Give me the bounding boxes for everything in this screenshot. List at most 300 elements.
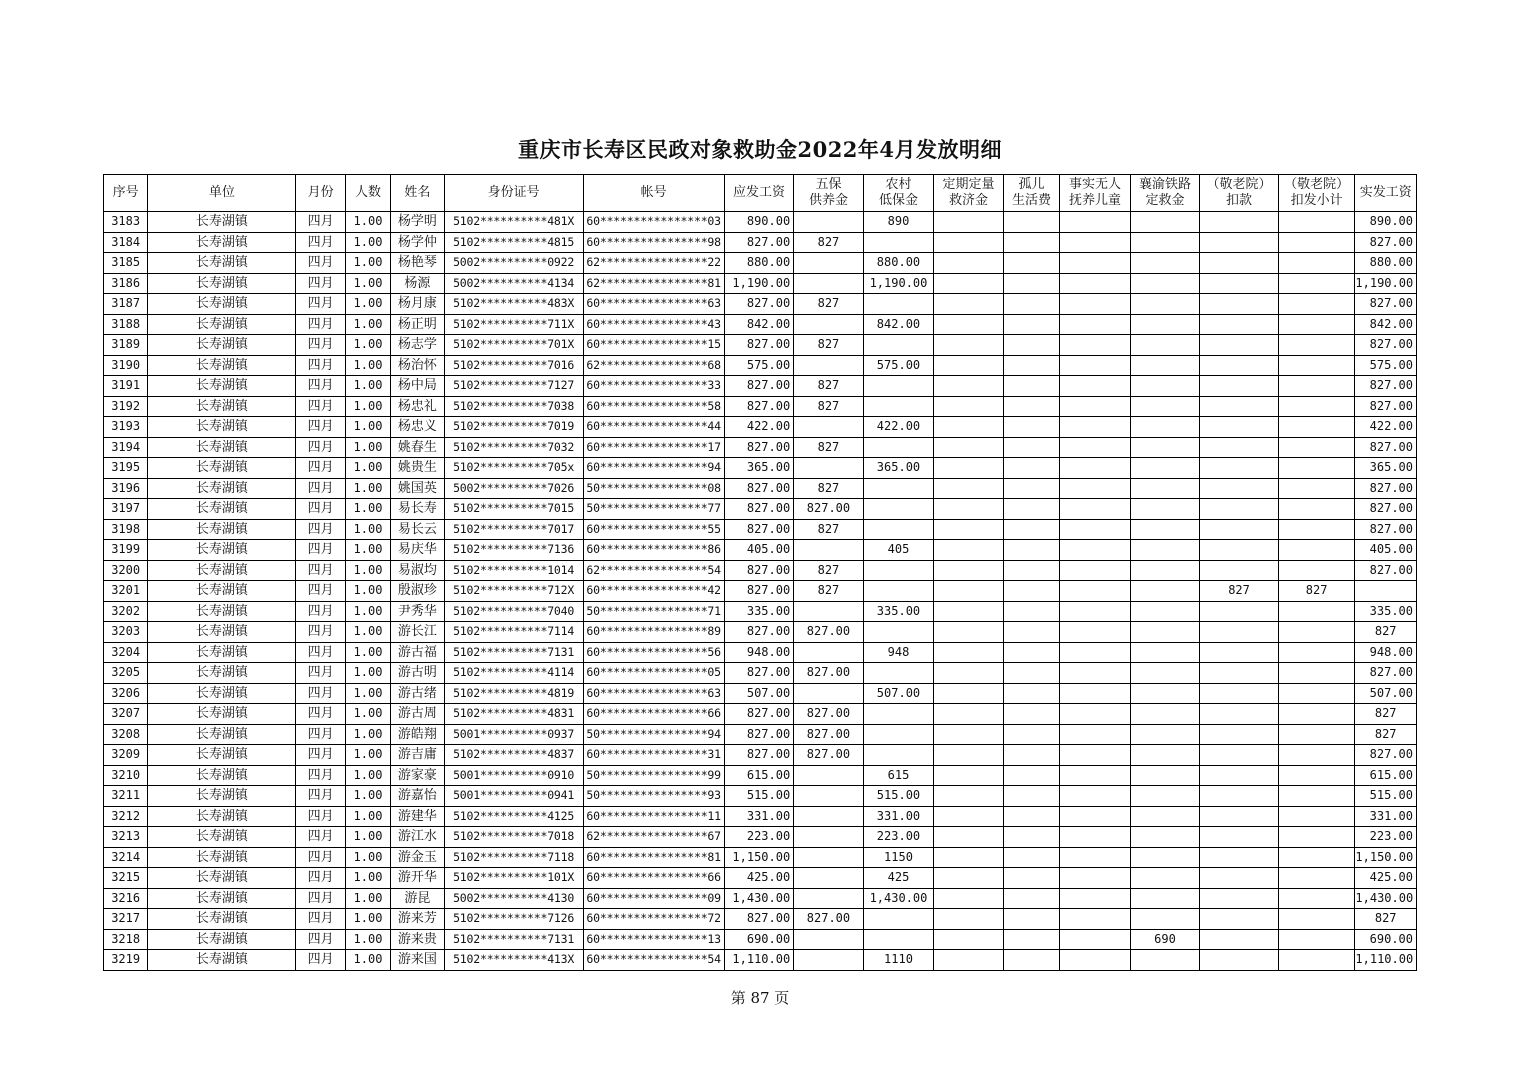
- table-row: [104, 704, 1417, 725]
- cell-col-railway: [1130, 724, 1200, 745]
- cell-col-id-number: 5102**********7136: [444, 540, 583, 561]
- cell-col-net-pay: 690.00: [1355, 929, 1417, 950]
- cell-col-wubao: [794, 683, 864, 704]
- cell-col-wubao: 827: [794, 396, 864, 417]
- cell-col-deduct-total: [1278, 642, 1355, 663]
- cell-col-dibao: 365.00: [863, 458, 934, 479]
- cell-col-deduct: [1200, 683, 1279, 704]
- cell-col-orphan: [1003, 786, 1059, 807]
- cell-col-orphan: [1003, 499, 1059, 520]
- cell-col-name: 易淑均: [391, 560, 444, 581]
- cell-col-railway: [1130, 888, 1200, 909]
- cell-col-orphan: [1003, 642, 1059, 663]
- cell-col-account: 60****************33: [583, 376, 724, 397]
- cell-col-id-number: 5102**********4125: [444, 806, 583, 827]
- cell-col-unit: 长寿湖镇: [148, 273, 296, 294]
- cell-col-name: 易庆华: [391, 540, 444, 561]
- cell-col-orphan: [1003, 253, 1059, 274]
- cell-col-name: 易长云: [391, 519, 444, 540]
- cell-col-count: 1.00: [345, 294, 390, 315]
- cell-col-orphan: [1003, 232, 1059, 253]
- cell-col-deduct: [1200, 376, 1279, 397]
- cell-col-id-number: 5001**********0941: [444, 786, 583, 807]
- cell-col-railway: [1130, 765, 1200, 786]
- cell-col-railway: [1130, 827, 1200, 848]
- cell-col-count: 1.00: [345, 683, 390, 704]
- cell-col-dibao: [863, 745, 934, 766]
- cell-col-deduct-total: [1278, 909, 1355, 930]
- cell-col-net-pay: 615.00: [1355, 765, 1417, 786]
- cell-col-deduct: [1200, 417, 1279, 438]
- cell-col-wubao: 827: [794, 437, 864, 458]
- cell-col-count: 1.00: [345, 581, 390, 602]
- cell-col-id-number: 5102**********1014: [444, 560, 583, 581]
- cell-col-relief: [934, 355, 1004, 376]
- cell-col-name: 姚春生: [391, 437, 444, 458]
- cell-col-count: 1.00: [345, 458, 390, 479]
- cell-col-wubao: [794, 273, 864, 294]
- cell-col-railway: [1130, 909, 1200, 930]
- cell-col-month: 四月: [296, 724, 345, 745]
- cell-col-month: 四月: [296, 560, 345, 581]
- cell-col-net-pay: 827.00: [1355, 560, 1417, 581]
- cell-col-month: 四月: [296, 376, 345, 397]
- cell-col-child: [1060, 212, 1131, 233]
- cell-col-dibao: 331.00: [863, 806, 934, 827]
- cell-col-railway: [1130, 601, 1200, 622]
- cell-col-net-pay: 425.00: [1355, 868, 1417, 889]
- table-row: [104, 642, 1417, 663]
- cell-col-index: 3189: [104, 335, 148, 356]
- cell-col-orphan: [1003, 519, 1059, 540]
- cell-col-payable: 422.00: [724, 417, 794, 438]
- cell-col-name: 游长江: [391, 622, 444, 643]
- cell-col-orphan: [1003, 847, 1059, 868]
- cell-col-count: 1.00: [345, 847, 390, 868]
- cell-col-count: 1.00: [345, 806, 390, 827]
- cell-col-month: 四月: [296, 765, 345, 786]
- cell-col-wubao: [794, 314, 864, 335]
- cell-col-deduct-total: [1278, 294, 1355, 315]
- cell-col-deduct: [1200, 704, 1279, 725]
- cell-col-net-pay: 405.00: [1355, 540, 1417, 561]
- cell-col-index: 3217: [104, 909, 148, 930]
- cell-col-id-number: 5102**********7032: [444, 437, 583, 458]
- cell-col-name: 游古福: [391, 642, 444, 663]
- cell-col-account: 60****************63: [583, 683, 724, 704]
- cell-col-count: 1.00: [345, 314, 390, 335]
- cell-col-month: 四月: [296, 847, 345, 868]
- cell-col-id-number: 5102**********7019: [444, 417, 583, 438]
- header-col-account: 帐号: [583, 175, 724, 212]
- cell-col-payable: 223.00: [724, 827, 794, 848]
- cell-col-month: 四月: [296, 663, 345, 684]
- cell-col-month: 四月: [296, 273, 345, 294]
- table-row: [104, 827, 1417, 848]
- cell-col-child: [1060, 396, 1131, 417]
- cell-col-deduct: [1200, 540, 1279, 561]
- cell-col-index: 3198: [104, 519, 148, 540]
- cell-col-wubao: [794, 355, 864, 376]
- cell-col-payable: 827.00: [724, 663, 794, 684]
- cell-col-railway: [1130, 335, 1200, 356]
- cell-col-id-number: 5102**********712X: [444, 581, 583, 602]
- cell-col-railway: [1130, 253, 1200, 274]
- cell-col-id-number: 5102**********7127: [444, 376, 583, 397]
- cell-col-unit: 长寿湖镇: [148, 581, 296, 602]
- cell-col-deduct: [1200, 950, 1279, 971]
- payment-table: [103, 174, 1417, 971]
- cell-col-relief: [934, 827, 1004, 848]
- cell-col-name: 游嘉怡: [391, 786, 444, 807]
- cell-col-net-pay: 827.00: [1355, 396, 1417, 417]
- cell-col-wubao: [794, 417, 864, 438]
- cell-col-payable: 335.00: [724, 601, 794, 622]
- cell-col-index: 3204: [104, 642, 148, 663]
- cell-col-unit: 长寿湖镇: [148, 888, 296, 909]
- cell-col-deduct: [1200, 560, 1279, 581]
- cell-col-child: [1060, 847, 1131, 868]
- cell-col-dibao: [863, 294, 934, 315]
- cell-col-dibao: [863, 929, 934, 950]
- table-row: [104, 355, 1417, 376]
- cell-col-name: 易长寿: [391, 499, 444, 520]
- cell-col-deduct-total: [1278, 745, 1355, 766]
- cell-col-id-number: 5102**********7015: [444, 499, 583, 520]
- cell-col-deduct-total: [1278, 212, 1355, 233]
- cell-col-index: 3183: [104, 212, 148, 233]
- cell-col-deduct: [1200, 437, 1279, 458]
- cell-col-net-pay: 827.00: [1355, 376, 1417, 397]
- cell-col-orphan: [1003, 581, 1059, 602]
- cell-col-child: [1060, 335, 1131, 356]
- cell-col-account: 62****************81: [583, 273, 724, 294]
- cell-col-deduct: [1200, 929, 1279, 950]
- table-row: [104, 909, 1417, 930]
- cell-col-unit: 长寿湖镇: [148, 950, 296, 971]
- cell-col-dibao: 575.00: [863, 355, 934, 376]
- cell-col-name: 游江水: [391, 827, 444, 848]
- cell-col-unit: 长寿湖镇: [148, 622, 296, 643]
- cell-col-child: [1060, 376, 1131, 397]
- cell-col-child: [1060, 765, 1131, 786]
- cell-col-railway: [1130, 376, 1200, 397]
- cell-col-railway: [1130, 847, 1200, 868]
- cell-col-count: 1.00: [345, 437, 390, 458]
- cell-col-id-number: 5102**********4819: [444, 683, 583, 704]
- cell-col-wubao: 827: [794, 519, 864, 540]
- cell-col-name: 游来国: [391, 950, 444, 971]
- cell-col-net-pay: 1,150.00: [1355, 847, 1417, 868]
- cell-col-child: [1060, 745, 1131, 766]
- cell-col-dibao: 1150: [863, 847, 934, 868]
- table-row: [104, 540, 1417, 561]
- cell-col-child: [1060, 581, 1131, 602]
- cell-col-relief: [934, 478, 1004, 499]
- cell-col-child: [1060, 294, 1131, 315]
- cell-col-count: 1.00: [345, 888, 390, 909]
- cell-col-index: 3194: [104, 437, 148, 458]
- cell-col-account: 60****************31: [583, 745, 724, 766]
- cell-col-index: 3202: [104, 601, 148, 622]
- cell-col-orphan: [1003, 909, 1059, 930]
- cell-col-wubao: 827.00: [794, 704, 864, 725]
- cell-col-index: 3213: [104, 827, 148, 848]
- cell-col-payable: 827.00: [724, 294, 794, 315]
- header-col-unit: 单位: [148, 175, 296, 212]
- cell-col-railway: [1130, 294, 1200, 315]
- cell-col-unit: 长寿湖镇: [148, 519, 296, 540]
- cell-col-wubao: [794, 950, 864, 971]
- cell-col-name: 杨艳琴: [391, 253, 444, 274]
- cell-col-deduct: [1200, 519, 1279, 540]
- cell-col-relief: [934, 929, 1004, 950]
- cell-col-deduct-total: [1278, 458, 1355, 479]
- cell-col-deduct: [1200, 765, 1279, 786]
- cell-col-wubao: [794, 765, 864, 786]
- header-col-deduct: （敬老院） 扣款: [1200, 175, 1279, 212]
- cell-col-id-number: 5102**********101X: [444, 868, 583, 889]
- cell-col-month: 四月: [296, 253, 345, 274]
- cell-col-month: 四月: [296, 396, 345, 417]
- cell-col-dibao: 335.00: [863, 601, 934, 622]
- cell-col-railway: [1130, 499, 1200, 520]
- cell-col-index: 3209: [104, 745, 148, 766]
- cell-col-net-pay: 827.00: [1355, 519, 1417, 540]
- cell-col-child: [1060, 540, 1131, 561]
- table-row: [104, 232, 1417, 253]
- cell-col-net-pay: 827.00: [1355, 499, 1417, 520]
- cell-col-index: 3185: [104, 253, 148, 274]
- cell-col-net-pay: 827: [1355, 724, 1417, 745]
- cell-col-account: 50****************77: [583, 499, 724, 520]
- cell-col-deduct: [1200, 314, 1279, 335]
- cell-col-orphan: [1003, 888, 1059, 909]
- cell-col-index: 3186: [104, 273, 148, 294]
- cell-col-id-number: 5002**********4130: [444, 888, 583, 909]
- cell-col-account: 60****************98: [583, 232, 724, 253]
- cell-col-relief: [934, 376, 1004, 397]
- cell-col-relief: [934, 499, 1004, 520]
- cell-col-net-pay: 331.00: [1355, 806, 1417, 827]
- cell-col-net-pay: 515.00: [1355, 786, 1417, 807]
- cell-col-index: 3201: [104, 581, 148, 602]
- cell-col-relief: [934, 232, 1004, 253]
- cell-col-railway: [1130, 519, 1200, 540]
- cell-col-orphan: [1003, 663, 1059, 684]
- cell-col-child: [1060, 950, 1131, 971]
- cell-col-account: 62****************22: [583, 253, 724, 274]
- cell-col-railway: [1130, 950, 1200, 971]
- cell-col-railway: [1130, 540, 1200, 561]
- cell-col-id-number: 5102**********7038: [444, 396, 583, 417]
- table-row: [104, 601, 1417, 622]
- header-col-child: 事实无人 抚养儿童: [1060, 175, 1131, 212]
- cell-col-dibao: [863, 909, 934, 930]
- cell-col-id-number: 5102**********7126: [444, 909, 583, 930]
- cell-col-unit: 长寿湖镇: [148, 253, 296, 274]
- cell-col-child: [1060, 868, 1131, 889]
- cell-col-id-number: 5102**********7118: [444, 847, 583, 868]
- table-row: [104, 765, 1417, 786]
- cell-col-index: 3190: [104, 355, 148, 376]
- cell-col-relief: [934, 417, 1004, 438]
- cell-col-deduct-total: [1278, 396, 1355, 417]
- table-row: [104, 376, 1417, 397]
- cell-col-orphan: [1003, 294, 1059, 315]
- cell-col-railway: [1130, 560, 1200, 581]
- cell-col-deduct-total: [1278, 683, 1355, 704]
- cell-col-orphan: [1003, 560, 1059, 581]
- cell-col-deduct: [1200, 909, 1279, 930]
- cell-col-name: 游皓翔: [391, 724, 444, 745]
- cell-col-wubao: 827.00: [794, 663, 864, 684]
- cell-col-net-pay: 827.00: [1355, 232, 1417, 253]
- cell-col-orphan: [1003, 376, 1059, 397]
- cell-col-count: 1.00: [345, 663, 390, 684]
- header-col-wubao: 五保 供养金: [794, 175, 864, 212]
- cell-col-wubao: 827: [794, 478, 864, 499]
- cell-col-net-pay: [1355, 581, 1417, 602]
- cell-col-index: 3212: [104, 806, 148, 827]
- cell-col-count: 1.00: [345, 478, 390, 499]
- cell-col-wubao: [794, 847, 864, 868]
- table-header-row: [104, 175, 1417, 212]
- cell-col-id-number: 5102**********705x: [444, 458, 583, 479]
- cell-col-deduct-total: [1278, 499, 1355, 520]
- cell-col-payable: 890.00: [724, 212, 794, 233]
- cell-col-railway: [1130, 642, 1200, 663]
- cell-col-child: [1060, 704, 1131, 725]
- cell-col-index: 3184: [104, 232, 148, 253]
- cell-col-deduct-total: [1278, 478, 1355, 499]
- header-col-name: 姓名: [391, 175, 444, 212]
- cell-col-month: 四月: [296, 745, 345, 766]
- cell-col-orphan: [1003, 335, 1059, 356]
- cell-col-railway: [1130, 663, 1200, 684]
- cell-col-net-pay: 827.00: [1355, 478, 1417, 499]
- table-row: [104, 663, 1417, 684]
- cell-col-relief: [934, 663, 1004, 684]
- cell-col-unit: 长寿湖镇: [148, 294, 296, 315]
- cell-col-wubao: [794, 806, 864, 827]
- cell-col-wubao: [794, 642, 864, 663]
- cell-col-relief: [934, 745, 1004, 766]
- cell-col-id-number: 5002**********4134: [444, 273, 583, 294]
- cell-col-dibao: [863, 663, 934, 684]
- cell-col-id-number: 5002**********7026: [444, 478, 583, 499]
- table-row: [104, 253, 1417, 274]
- cell-col-name: 尹秀华: [391, 601, 444, 622]
- cell-col-index: 3200: [104, 560, 148, 581]
- cell-col-unit: 长寿湖镇: [148, 765, 296, 786]
- cell-col-orphan: [1003, 622, 1059, 643]
- cell-col-relief: [934, 212, 1004, 233]
- cell-col-wubao: 827.00: [794, 745, 864, 766]
- table-row: [104, 724, 1417, 745]
- cell-col-deduct-total: [1278, 724, 1355, 745]
- cell-col-net-pay: 575.00: [1355, 355, 1417, 376]
- cell-col-dibao: 515.00: [863, 786, 934, 807]
- cell-col-count: 1.00: [345, 396, 390, 417]
- header-col-net-pay: 实发工资: [1355, 175, 1417, 212]
- cell-col-count: 1.00: [345, 929, 390, 950]
- cell-col-net-pay: 365.00: [1355, 458, 1417, 479]
- cell-col-relief: [934, 868, 1004, 889]
- cell-col-deduct-total: [1278, 601, 1355, 622]
- cell-col-month: 四月: [296, 601, 345, 622]
- table-row: [104, 335, 1417, 356]
- cell-col-name: 杨学仲: [391, 232, 444, 253]
- cell-col-deduct-total: [1278, 376, 1355, 397]
- cell-col-dibao: 880.00: [863, 253, 934, 274]
- cell-col-month: 四月: [296, 950, 345, 971]
- cell-col-count: 1.00: [345, 827, 390, 848]
- cell-col-payable: 425.00: [724, 868, 794, 889]
- cell-col-index: 3214: [104, 847, 148, 868]
- cell-col-id-number: 5102**********4815: [444, 232, 583, 253]
- cell-col-net-pay: 422.00: [1355, 417, 1417, 438]
- cell-col-child: [1060, 806, 1131, 827]
- cell-col-index: 3206: [104, 683, 148, 704]
- cell-col-relief: [934, 704, 1004, 725]
- cell-col-dibao: 842.00: [863, 314, 934, 335]
- cell-col-count: 1.00: [345, 745, 390, 766]
- cell-col-account: 60****************15: [583, 335, 724, 356]
- cell-col-index: 3218: [104, 929, 148, 950]
- cell-col-railway: [1130, 273, 1200, 294]
- cell-col-deduct-total: [1278, 786, 1355, 807]
- table-row: [104, 478, 1417, 499]
- cell-col-index: 3210: [104, 765, 148, 786]
- cell-col-month: 四月: [296, 888, 345, 909]
- cell-col-child: [1060, 253, 1131, 274]
- cell-col-deduct: [1200, 827, 1279, 848]
- cell-col-count: 1.00: [345, 909, 390, 930]
- cell-col-child: [1060, 683, 1131, 704]
- cell-col-id-number: 5102**********7131: [444, 929, 583, 950]
- cell-col-payable: 575.00: [724, 355, 794, 376]
- cell-col-dibao: 890: [863, 212, 934, 233]
- cell-col-month: 四月: [296, 909, 345, 930]
- cell-col-payable: 827.00: [724, 335, 794, 356]
- cell-col-relief: [934, 950, 1004, 971]
- cell-col-index: 3207: [104, 704, 148, 725]
- cell-col-unit: 长寿湖镇: [148, 601, 296, 622]
- cell-col-deduct-total: [1278, 765, 1355, 786]
- cell-col-wubao: 827: [794, 232, 864, 253]
- cell-col-month: 四月: [296, 314, 345, 335]
- cell-col-deduct: [1200, 601, 1279, 622]
- cell-col-orphan: [1003, 806, 1059, 827]
- cell-col-orphan: [1003, 601, 1059, 622]
- cell-col-railway: [1130, 314, 1200, 335]
- cell-col-id-number: 5102**********483X: [444, 294, 583, 315]
- cell-col-count: 1.00: [345, 355, 390, 376]
- cell-col-orphan: [1003, 704, 1059, 725]
- cell-col-payable: 827.00: [724, 499, 794, 520]
- cell-col-index: 3211: [104, 786, 148, 807]
- cell-col-orphan: [1003, 950, 1059, 971]
- cell-col-month: 四月: [296, 519, 345, 540]
- cell-col-count: 1.00: [345, 560, 390, 581]
- cell-col-payable: 827.00: [724, 519, 794, 540]
- cell-col-unit: 长寿湖镇: [148, 417, 296, 438]
- table-row: [104, 786, 1417, 807]
- table-row: [104, 458, 1417, 479]
- cell-col-deduct: [1200, 294, 1279, 315]
- cell-col-orphan: [1003, 724, 1059, 745]
